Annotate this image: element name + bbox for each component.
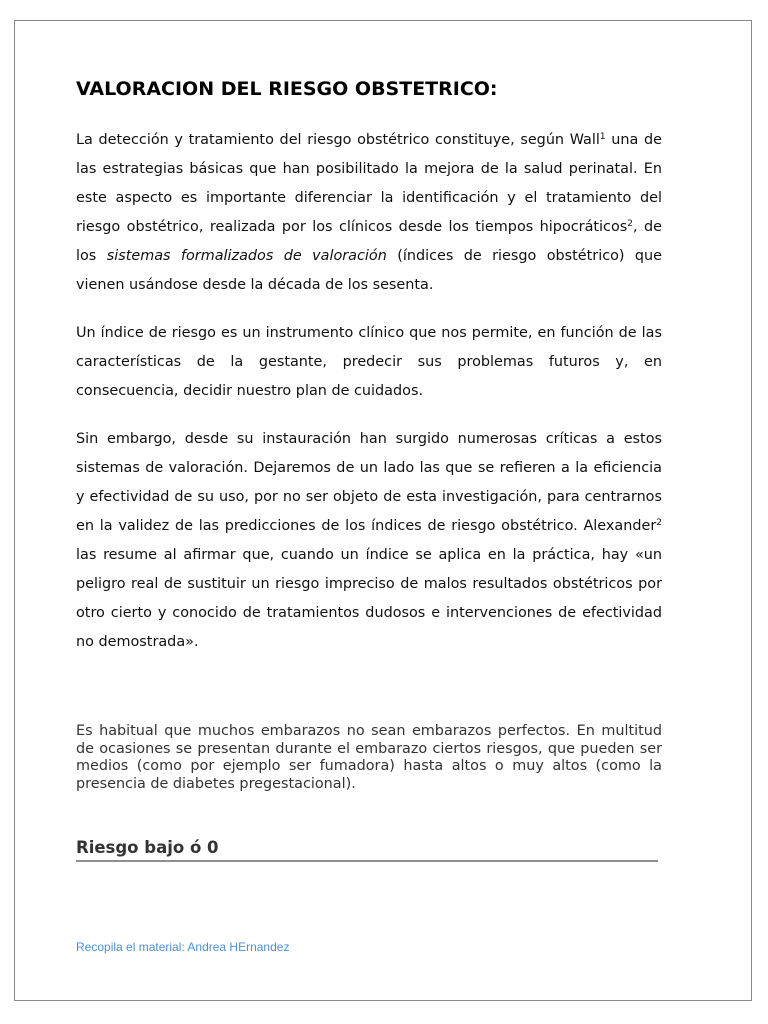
paragraph-1-text-d: (índices de riesgo obstétrico) que vienen usándose desde la década de los sesenta. xyxy=(76,248,663,293)
section-heading-low-risk: Riesgo bajo ó 0 xyxy=(76,837,658,862)
document-title: VALORACION DEL RIESGO OBSTETRICO: xyxy=(76,78,498,100)
paragraph-3-text-b: las resume al afirmar que, cuando un índice se aplica en la práctica, hay «un peligro real de sustituir un riesgo impreciso de malos resultados obstétricos por otro cierto y conocido de tratamientos dudosos e intervenciones de efectividad no demostrada». xyxy=(76,547,662,650)
paragraph-risk-index: Un índice de riesgo es un instrumento clínico que nos permite, en función de las características de la gestante, predecir sus problemas futuros y, en consecuencia, decidir nuestro plan de cuidados. xyxy=(76,325,662,399)
paragraph-1-italic-term: sistemas formalizados de valoración xyxy=(106,248,387,264)
footnote-ref-3: 2 xyxy=(656,518,662,528)
paragraph-risk-detection xyxy=(76,126,662,300)
footer-credit: Recopila el material: Andrea HErnandez xyxy=(76,940,290,954)
footnote-ref-2: 2 xyxy=(627,219,633,229)
paragraph-pregnancy-risks: Es habitual que muchos embarazos no sean embarazos perfectos. En multitud de ocasiones se presentan durante el embarazo ciertos riesgos, que pueden ser medios (como por ejemplo ser fumadora) hasta altos o muy altos (como la presencia de diabetes pregestacional). xyxy=(76,723,662,792)
document-content xyxy=(76,76,662,862)
paragraph-1-text-c: , de los xyxy=(76,219,662,264)
paragraph-1-text-a: La detección y tratamiento del riesgo obstétrico constituye, según Wall xyxy=(76,132,600,148)
footnote-ref-1: 1 xyxy=(599,132,606,142)
paragraph-criticism xyxy=(76,425,662,657)
paragraph-3-text-a: Sin embargo, desde su instauración han surgido numerosas críticas a estos sistemas de valoración. Dejaremos de un lado las que se refieren a la eficiencia y efectividad de su uso, por no ser objeto de esta investigación, para centrarnos en la validez de las predicciones de los índices de riesgo obstétrico. Alexander xyxy=(76,431,662,534)
paragraph-1-text-b: una de las estrategias básicas que han posibilitado la mejora de la salud perinatal. En este aspecto es importante diferenciar la identificación y el tratamiento del riesgo obstétrico, realizada por los clínicos desde los tiempos hipocráticos xyxy=(76,132,662,235)
